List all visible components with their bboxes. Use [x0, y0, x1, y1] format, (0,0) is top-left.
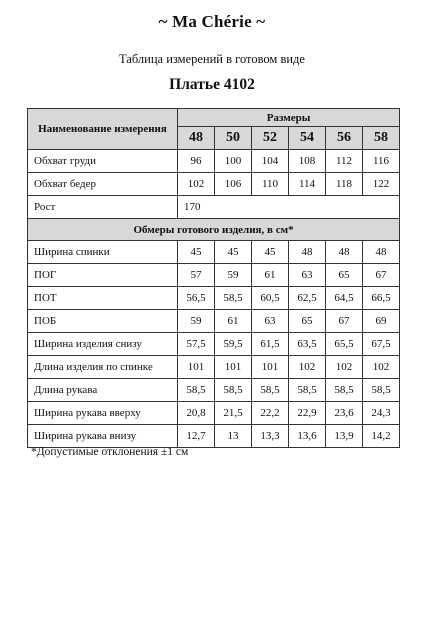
value-cell: 20,8	[178, 402, 215, 425]
value-cell: 64,5	[326, 287, 363, 310]
value-cell: 61,5	[252, 333, 289, 356]
value-cell: 65	[326, 264, 363, 287]
value-cell: 12,7	[178, 425, 215, 448]
value-cell: 112	[326, 150, 363, 173]
value-cell: 102	[363, 356, 400, 379]
height-value: 170	[178, 196, 400, 219]
value-cell: 58,5	[215, 379, 252, 402]
height-row	[28, 196, 400, 219]
value-cell: 13,9	[326, 425, 363, 448]
value-cell: 110	[252, 173, 289, 196]
row-label: Длина рукава	[28, 379, 178, 402]
value-cell: 24,3	[363, 402, 400, 425]
size-header-cell: 50	[215, 127, 252, 150]
size-table	[27, 108, 400, 448]
value-cell: 61	[215, 310, 252, 333]
value-cell: 108	[289, 150, 326, 173]
value-cell: 13,6	[289, 425, 326, 448]
table-row	[28, 379, 400, 402]
table-row	[28, 150, 400, 173]
value-cell: 101	[215, 356, 252, 379]
row-label: Ширина рукава вверху	[28, 402, 178, 425]
row-label: Обхват груди	[28, 150, 178, 173]
value-cell: 59	[178, 310, 215, 333]
value-cell: 65	[289, 310, 326, 333]
value-cell: 66,5	[363, 287, 400, 310]
section-header: Обмеры готового изделия, в см*	[28, 219, 400, 241]
value-cell: 118	[326, 173, 363, 196]
row-label: Ширина спинки	[28, 241, 178, 264]
value-cell: 58,5	[363, 379, 400, 402]
row-label: ПОТ	[28, 287, 178, 310]
section-row	[28, 219, 400, 241]
value-cell: 67,5	[363, 333, 400, 356]
row-label: Ширина рукава внизу	[28, 425, 178, 448]
value-cell: 114	[289, 173, 326, 196]
table-row	[28, 425, 400, 448]
value-cell: 100	[215, 150, 252, 173]
value-cell: 60,5	[252, 287, 289, 310]
table-row	[28, 173, 400, 196]
value-cell: 48	[289, 241, 326, 264]
row-label: Обхват бедер	[28, 173, 178, 196]
value-cell: 45	[215, 241, 252, 264]
value-cell: 61	[252, 264, 289, 287]
table-row	[28, 264, 400, 287]
value-cell: 48	[326, 241, 363, 264]
size-header-cell: 54	[289, 127, 326, 150]
value-cell: 101	[252, 356, 289, 379]
value-cell: 23,6	[326, 402, 363, 425]
value-cell: 14,2	[363, 425, 400, 448]
table-row	[28, 402, 400, 425]
value-cell: 59	[215, 264, 252, 287]
value-cell: 102	[326, 356, 363, 379]
row-label: Рост	[28, 196, 178, 219]
table-row	[28, 241, 400, 264]
page-subtitle: Таблица измерений в готовом виде	[119, 52, 305, 66]
size-header-cell: 48	[178, 127, 215, 150]
value-cell: 102	[178, 173, 215, 196]
name-column-header: Наименование измерения	[28, 109, 178, 150]
table-row	[28, 333, 400, 356]
row-label: ПОГ	[28, 264, 178, 287]
table-row	[28, 356, 400, 379]
value-cell: 21,5	[215, 402, 252, 425]
value-cell: 48	[363, 241, 400, 264]
value-cell: 65,5	[326, 333, 363, 356]
value-cell: 56,5	[178, 287, 215, 310]
value-cell: 116	[363, 150, 400, 173]
value-cell: 101	[178, 356, 215, 379]
value-cell: 63,5	[289, 333, 326, 356]
value-cell: 45	[252, 241, 289, 264]
value-cell: 63	[252, 310, 289, 333]
value-cell: 106	[215, 173, 252, 196]
value-cell: 58,5	[215, 287, 252, 310]
row-label: Длина изделия по спинке	[28, 356, 178, 379]
sizes-header: Размеры	[178, 109, 400, 127]
value-cell: 69	[363, 310, 400, 333]
value-cell: 58,5	[326, 379, 363, 402]
value-cell: 62,5	[289, 287, 326, 310]
row-label: Ширина изделия снизу	[28, 333, 178, 356]
row-label: ПОБ	[28, 310, 178, 333]
value-cell: 102	[289, 356, 326, 379]
size-header-cell: 56	[326, 127, 363, 150]
table-row	[28, 310, 400, 333]
value-cell: 22,2	[252, 402, 289, 425]
table-row	[28, 287, 400, 310]
value-cell: 122	[363, 173, 400, 196]
value-cell: 57,5	[178, 333, 215, 356]
brand-title: ~ Ma Chérie ~	[158, 12, 266, 31]
model-title: Платье 4102	[169, 76, 255, 93]
value-cell: 59,5	[215, 333, 252, 356]
size-header-cell: 52	[252, 127, 289, 150]
size-header-cell: 58	[363, 127, 400, 150]
value-cell: 67	[363, 264, 400, 287]
value-cell: 58,5	[252, 379, 289, 402]
value-cell: 45	[178, 241, 215, 264]
value-cell: 57	[178, 264, 215, 287]
value-cell: 58,5	[178, 379, 215, 402]
value-cell: 58,5	[289, 379, 326, 402]
value-cell: 96	[178, 150, 215, 173]
value-cell: 13	[215, 425, 252, 448]
value-cell: 22,9	[289, 402, 326, 425]
value-cell: 104	[252, 150, 289, 173]
value-cell: 63	[289, 264, 326, 287]
value-cell: 67	[326, 310, 363, 333]
tolerance-note: *Допустимые отклонения ±1 см	[31, 446, 189, 458]
value-cell: 13,3	[252, 425, 289, 448]
